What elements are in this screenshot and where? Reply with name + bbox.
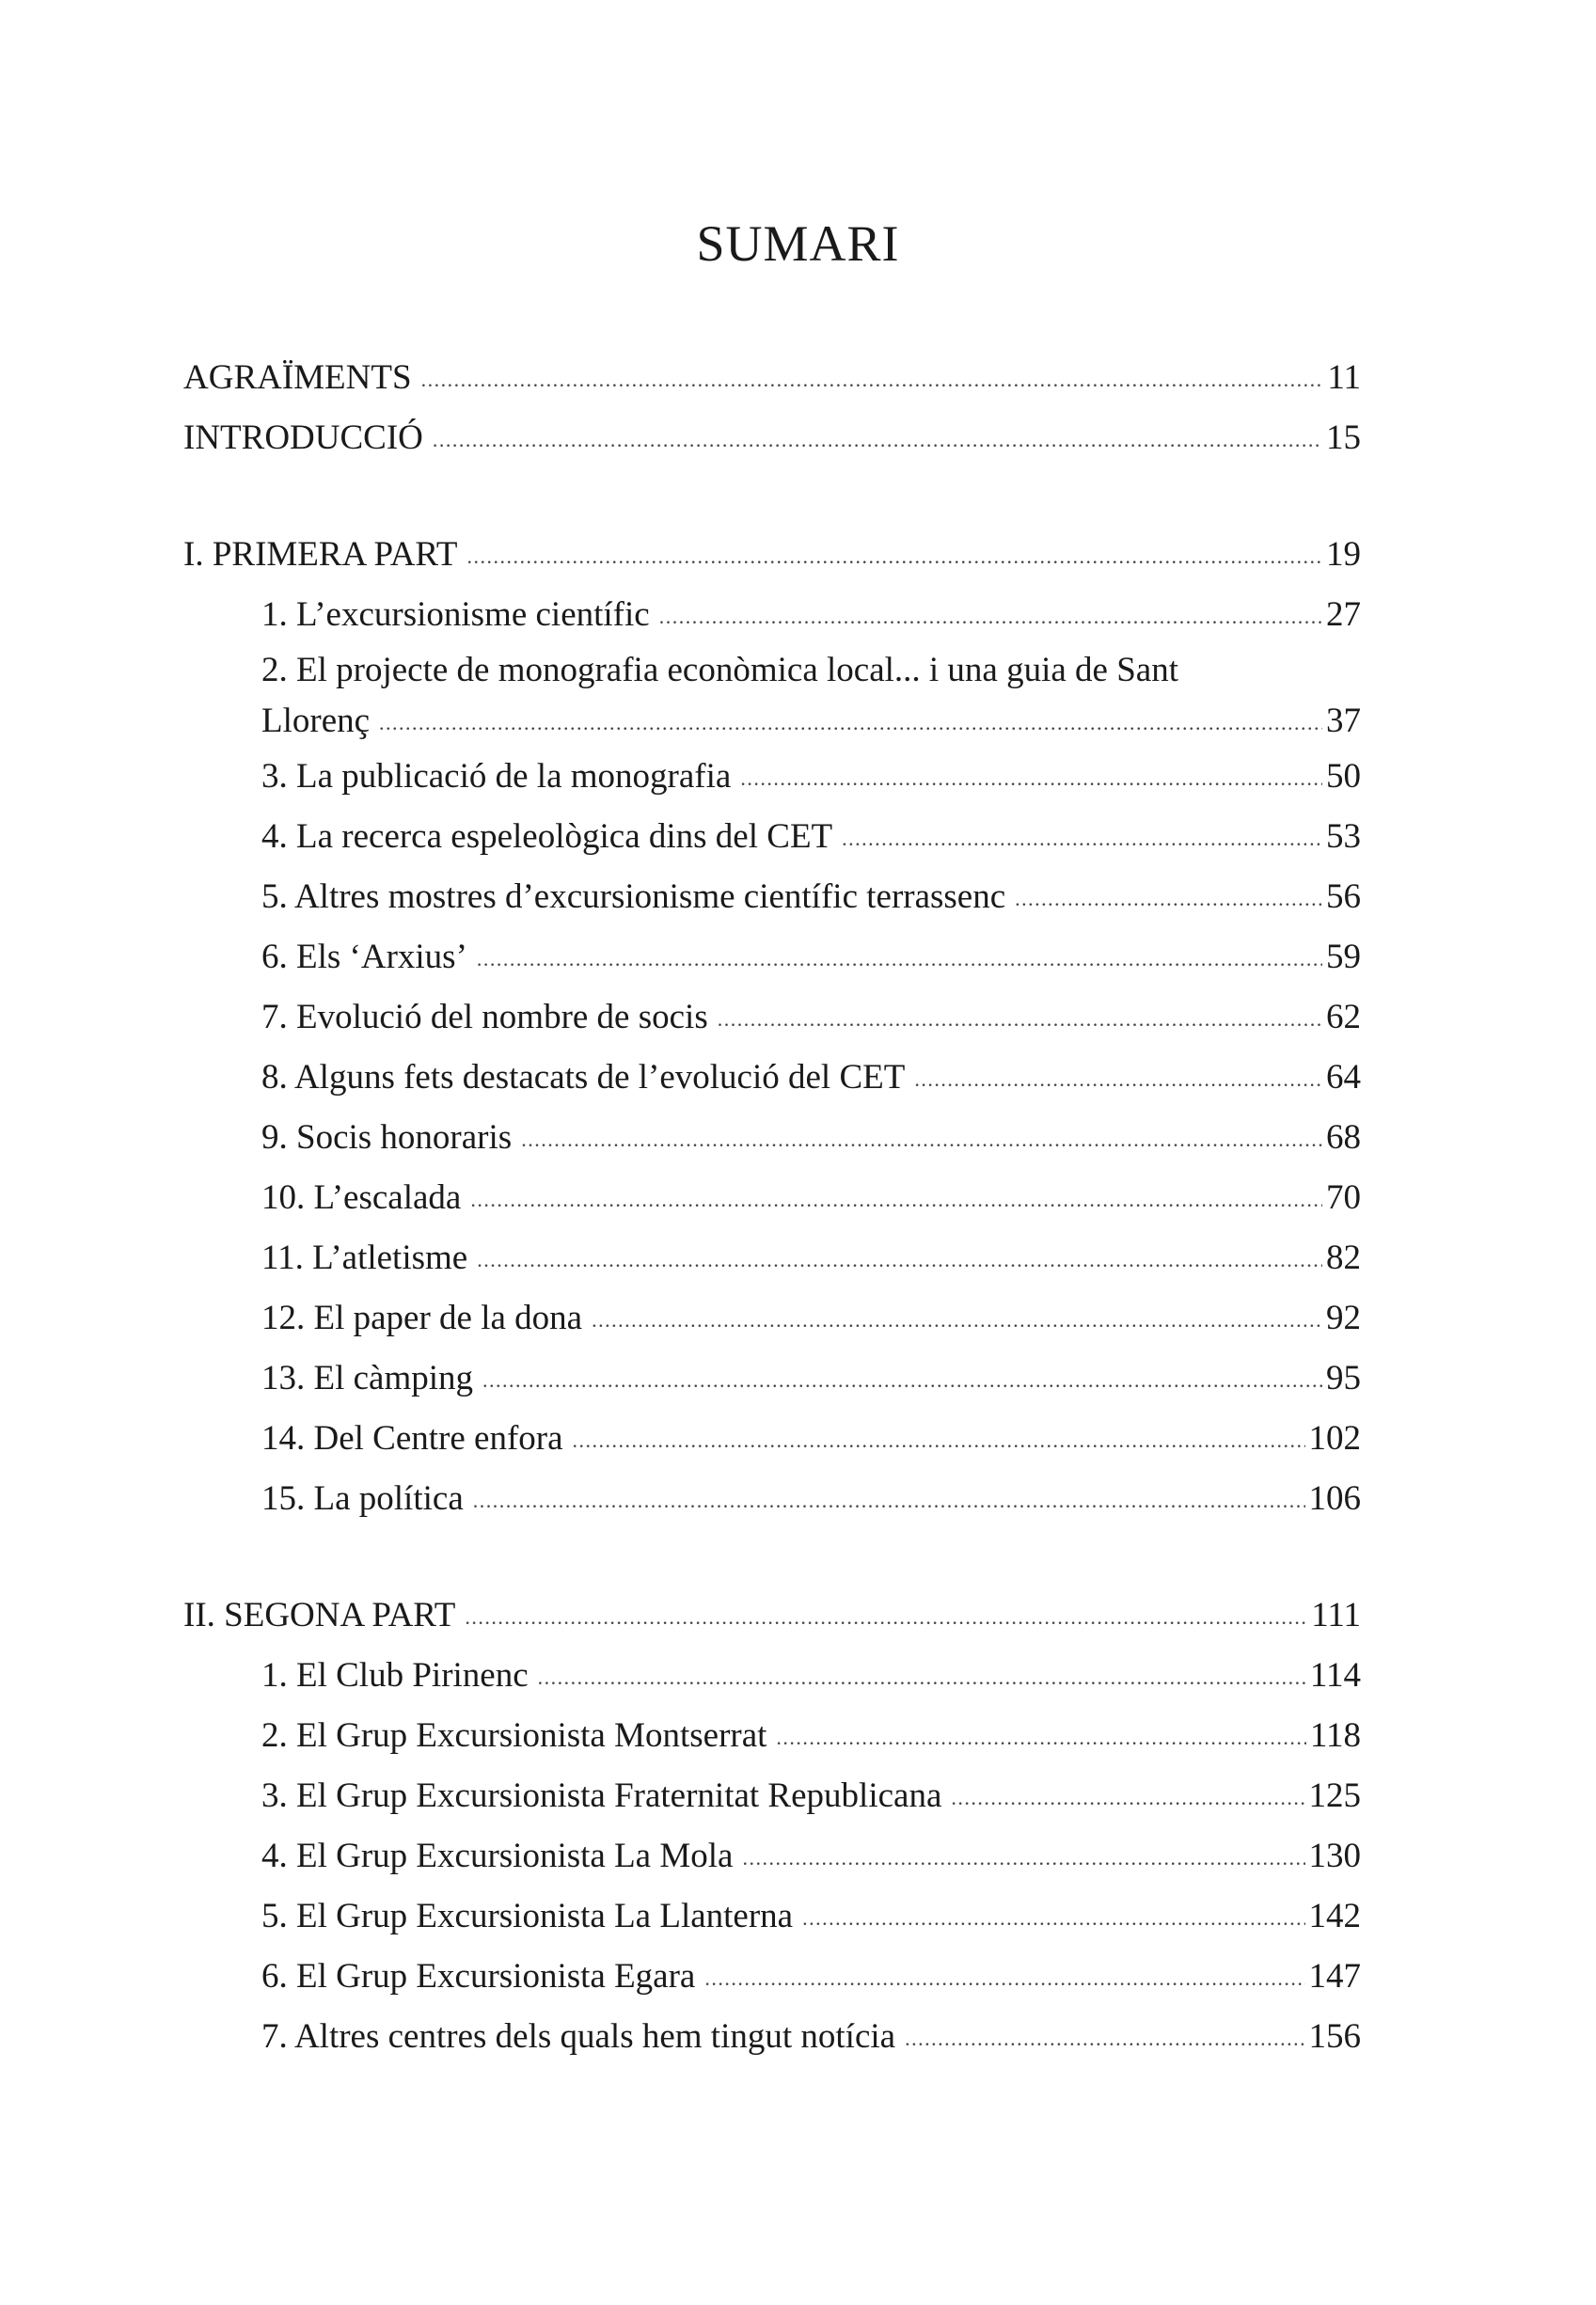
toc-entry [183,1947,1361,2007]
toc-entry-page: 114 [1309,1656,1361,1695]
toc-entry-page: 102 [1308,1419,1361,1458]
toc-entry-page: 53 [1326,817,1361,856]
leader-dots [538,1648,1306,1708]
toc-entry-line2 [183,696,1361,747]
toc-entry [183,1826,1361,1887]
toc-entry-line1 [183,645,1361,696]
toc-entry-page: 27 [1326,595,1361,634]
leader-dots [742,1828,1304,1888]
toc-entry-label: 4. El Grup Excursionista La Mola [261,1837,734,1875]
toc-entry [183,807,1361,867]
toc-entry-page: 125 [1308,1776,1361,1815]
toc-entry-label: 1. L’excursionisme científic [261,595,650,634]
toc-entry [183,1766,1361,1826]
leader-dots [740,749,1322,809]
toc-entry-page: 130 [1308,1837,1361,1875]
leader-dots [379,698,1322,749]
leader-dots [704,1949,1304,2009]
toc-entry-page: 64 [1326,1058,1361,1097]
toc-entry [183,747,1361,807]
toc-entry-page: 106 [1308,1479,1361,1518]
toc-entry [183,1887,1361,1947]
toc-entry-label: 15. La política [261,1479,464,1518]
leader-dots [473,1471,1305,1531]
toc-entry-label: AGRAÏMENTS [183,358,412,397]
toc-entry-label: 3. El Grup Excursionista Fraternitat Republicana [261,1776,942,1815]
leader-dots [802,1888,1304,1949]
toc-entry-label: 2. El Grup Excursionista Montserrat [261,1716,767,1755]
toc-entry [183,987,1361,1048]
toc-entry-page: 19 [1326,535,1361,574]
toc-entry-page: 147 [1308,1957,1361,1996]
toc-entry-label: 10. L’escalada [261,1178,462,1217]
toc-part-heading [183,525,1361,585]
toc-entry [183,867,1361,927]
leader-dots [421,350,1324,410]
leader-dots [592,1290,1322,1350]
toc-entry-label: 11. L’atletisme [261,1239,468,1277]
toc-entry-label: 5. Altres mostres d’excursionisme científic terrassenc [261,877,1006,916]
leader-dots [477,1230,1322,1290]
toc-entry-page: 15 [1326,418,1361,457]
toc-entry-acknowledgements [183,348,1361,408]
toc-entry [183,1048,1361,1108]
leader-dots [482,1350,1322,1411]
toc-entry-label: II. SEGONA PART [183,1596,456,1634]
toc-entry-page: 142 [1308,1897,1361,1935]
toc-entry [183,1168,1361,1228]
toc-entry [183,1108,1361,1168]
leader-dots [521,1110,1322,1170]
toc-entry-label: I. PRIMERA PART [183,535,458,574]
leader-dots [465,1587,1307,1648]
leader-dots [573,1411,1305,1471]
leader-dots [470,1170,1322,1230]
toc-entry-label: 6. El Grup Excursionista Egara [261,1957,696,1996]
toc-entry-page: 111 [1311,1596,1361,1634]
toc-entry-page: 11 [1327,358,1361,397]
toc-entry [183,585,1361,645]
leader-dots [905,2009,1304,2069]
toc-entry [183,1646,1361,1706]
toc-entry-page: 118 [1309,1716,1361,1755]
toc-entry [183,1469,1361,1529]
toc-entry-label: 2. El projecte de monografia econòmica local... i una guia de Sant [261,651,1179,689]
toc-entry-label: 14. Del Centre enfora [261,1419,563,1458]
toc-part-heading [183,1586,1361,1646]
toc-entry [183,2007,1361,2067]
page-title: SUMARI [696,215,900,272]
leader-dots [718,989,1322,1050]
toc-entry-label: Llorenç [261,702,371,740]
toc-entry-label: 4. La recerca espeleològica dins del CET [261,817,833,856]
toc-entry-page: 82 [1326,1239,1361,1277]
toc-entry [183,1706,1361,1766]
toc-entry-label: 3. La publicació de la monografia [261,757,732,796]
leader-dots [466,527,1322,587]
toc-entry-page: 68 [1326,1118,1361,1157]
toc-entry [183,1409,1361,1469]
leader-dots [433,410,1322,470]
leader-dots [1015,869,1322,929]
toc-entry [183,927,1361,987]
toc-entry-introduction [183,408,1361,468]
toc-entry-label: 8. Alguns fets destacats de l’evolució del CET [261,1058,906,1097]
toc-entry-label: 5. El Grup Excursionista La Llanterna [261,1897,794,1935]
leader-dots [914,1050,1322,1110]
toc-entry-page: 156 [1308,2017,1361,2056]
leader-dots [842,809,1322,869]
toc-entry-page: 50 [1326,757,1361,796]
toc-entry-page: 62 [1326,998,1361,1036]
toc-entry-page: 95 [1326,1359,1361,1397]
toc-entry-label: 9. Socis honoraris [261,1118,513,1157]
toc-entry-page: 70 [1326,1178,1361,1217]
toc-entry-label: INTRODUCCIÓ [183,418,423,457]
toc-entry-label: 7. Altres centres dels quals hem tingut notícia [261,2017,896,2056]
toc-entry-label: 12. El paper de la dona [261,1299,583,1337]
leader-dots [659,587,1322,647]
toc-entry-page: 92 [1326,1299,1361,1337]
toc-entry-label: 1. El Club Pirinenc [261,1656,529,1695]
toc-entry-label: 6. Els ‘Arxius’ [261,938,467,976]
toc-entry-page: 59 [1326,938,1361,976]
leader-dots [776,1708,1305,1768]
toc-entry-page: 56 [1326,877,1361,916]
leader-dots [951,1768,1304,1828]
toc-entry-label: 13. El càmping [261,1359,474,1397]
toc-entry [183,1228,1361,1288]
table-of-contents [183,348,1361,2067]
leader-dots [477,929,1322,989]
toc-entry-page: 37 [1326,702,1361,740]
toc-entry-label: 7. Evolució del nombre de socis [261,998,708,1036]
toc-entry [183,1349,1361,1409]
toc-entry [183,1288,1361,1349]
